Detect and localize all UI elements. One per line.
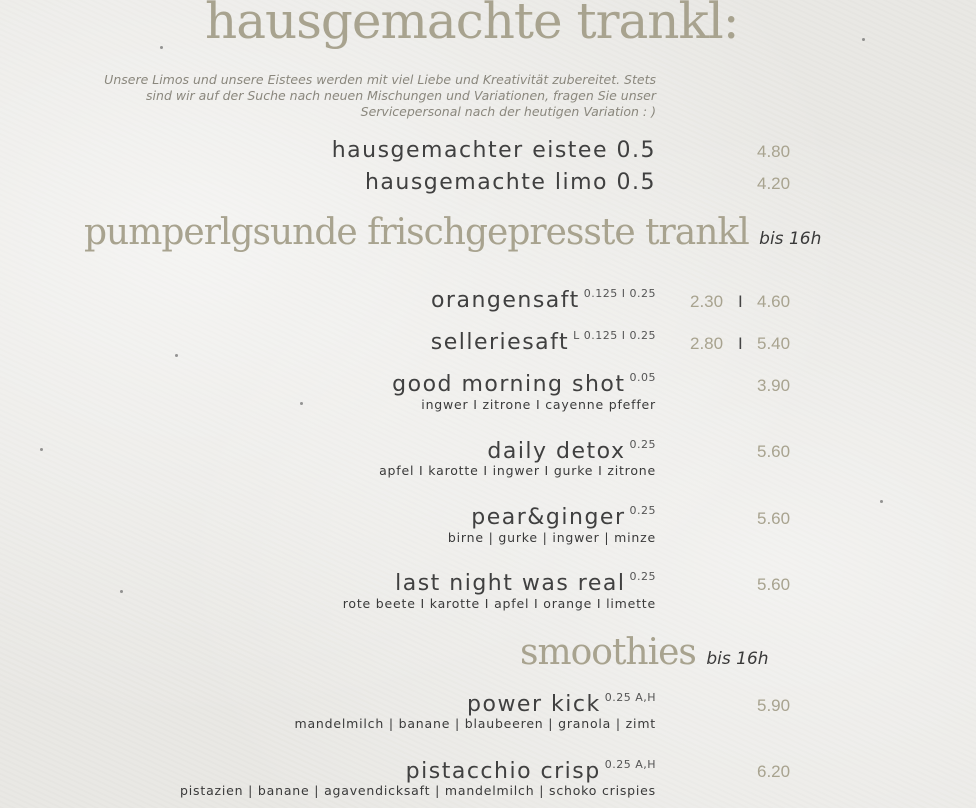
menu-item-desc: pistazien | banane | agavendicksaft | mandelmilch | schoko crispies [180, 783, 656, 798]
menu-item-price-small: 2.80 [690, 334, 724, 353]
texture-speck [880, 500, 883, 503]
menu-item-price: 5.60 [757, 442, 791, 461]
section-title-hausgemacht: hausgemachte trankl: [205, 0, 739, 50]
menu-item-price: 5.90 [757, 696, 791, 715]
texture-speck [862, 38, 865, 41]
time-note: bis 16h [759, 229, 822, 249]
section-title-frischgepresst [84, 212, 821, 253]
menu-item-price: 4.80 [757, 142, 791, 161]
menu-item-price: 5.60 [757, 509, 791, 528]
texture-speck [175, 354, 178, 357]
time-note: bis 16h [706, 649, 769, 669]
menu-item-name [392, 371, 656, 397]
menu-item-desc: apfel I karotte I ingwer I gurke I zitrone [379, 463, 656, 478]
texture-speck [40, 448, 43, 451]
item-name: daily detox [487, 439, 626, 464]
item-name: selleriesaft [430, 330, 570, 355]
section-title-text: smoothies [520, 632, 696, 673]
item-name: orangensaft [430, 288, 580, 313]
item-name: pistacchio crisp [405, 759, 601, 784]
menu-item-name: hausgemachter eistee 0.5 [331, 138, 656, 163]
menu-item-name [487, 438, 656, 464]
item-name: power kick [467, 692, 601, 717]
menu-item-price-large: 5.40 [757, 334, 791, 353]
section-title-text: pumperlgsunde frischgepresste trankl [84, 212, 749, 253]
menu-item-price: 6.20 [757, 762, 791, 781]
menu-item-price-small: 2.30 [690, 292, 724, 311]
menu-item-name [467, 691, 656, 717]
item-size: 0.125 I 0.25 [583, 287, 656, 300]
menu-item-desc: birne | gurke | ingwer | minze [447, 530, 656, 545]
menu-item-price: 5.60 [757, 575, 791, 594]
price-separator: I [738, 292, 743, 311]
item-size: 0.25 [629, 504, 656, 517]
texture-speck [160, 46, 163, 49]
intro-text: Unsere Limos und unsere Eistees werden mit viel Liebe und Kreativität zubereitet. Stets sind wir auf der Suche nach neuen Mischungen und Variationen, fragen Sie unser Servicepersonal nach der heutigen Variation : ) [104, 72, 656, 119]
menu-item-name [471, 504, 656, 530]
item-size: 0.25 A,H [604, 691, 656, 704]
item-name: last night was real [395, 571, 626, 596]
menu-item-name [406, 758, 656, 784]
item-size: L 0.125 I 0.25 [573, 329, 656, 342]
menu-item-desc: ingwer I zitrone I cayenne pfeffer [421, 397, 656, 412]
menu-item-price-large: 4.60 [757, 292, 791, 311]
menu-item-desc: mandelmilch | banane | blaubeeren | granola | zimt [294, 716, 656, 731]
menu-item-price: 3.90 [757, 376, 791, 395]
texture-speck [120, 590, 123, 593]
item-name: pear&ginger [471, 505, 626, 530]
menu-item-name [431, 329, 656, 355]
menu-item-price: 4.20 [757, 174, 791, 193]
item-size: 0.25 A,H [604, 758, 656, 771]
section-title-smoothies [520, 632, 769, 673]
menu-item-name: hausgemachte limo 0.5 [364, 170, 656, 195]
menu-item-name [395, 570, 656, 596]
item-size: 0.05 [629, 371, 656, 384]
item-name: good morning shot [392, 372, 626, 397]
item-size: 0.25 [629, 570, 656, 583]
item-size: 0.25 [629, 438, 656, 451]
price-separator: I [738, 334, 743, 353]
texture-speck [300, 402, 303, 405]
menu-item-name [431, 287, 656, 313]
menu-item-desc: rote beete I karotte I apfel I orange I limette [342, 596, 656, 611]
